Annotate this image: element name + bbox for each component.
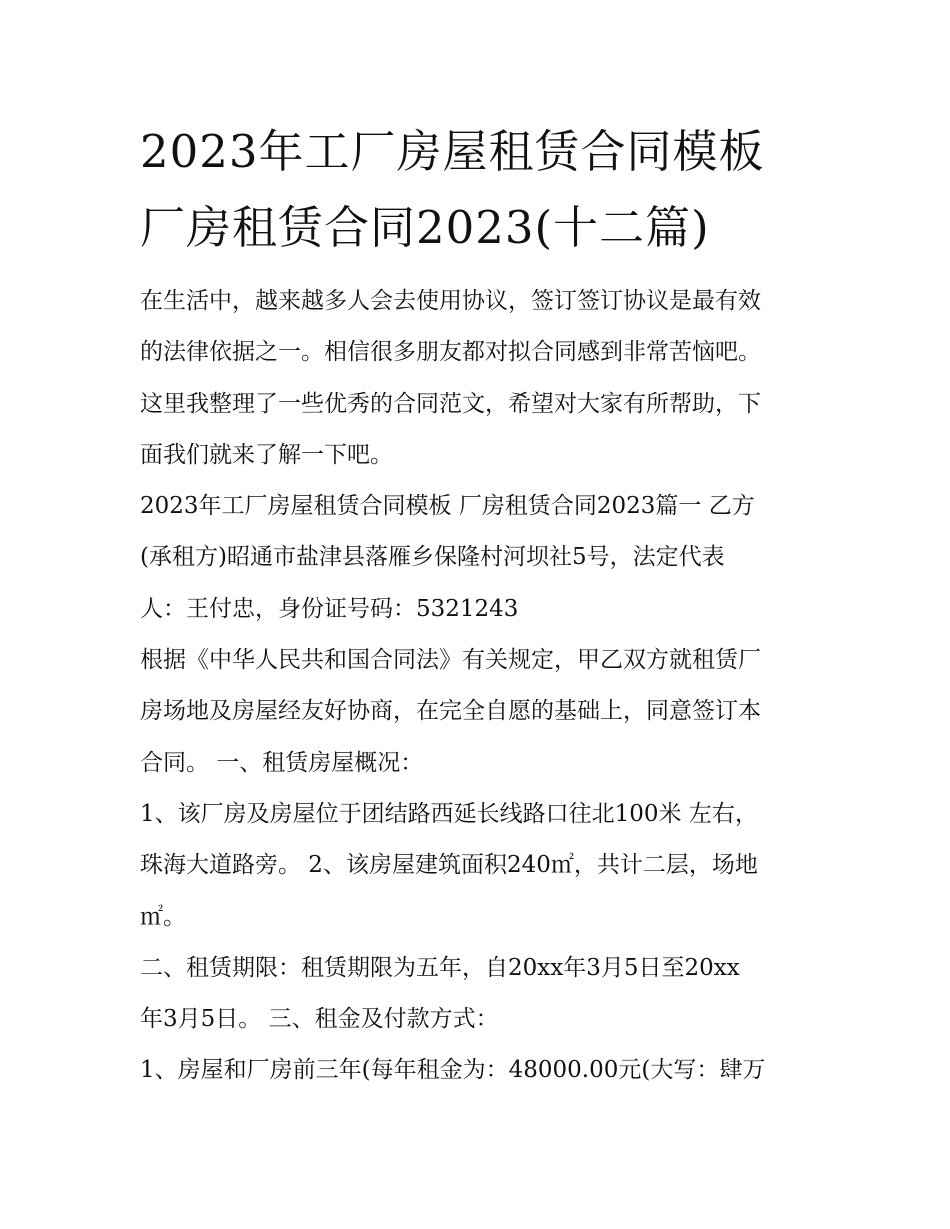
paragraph-agreement: 根据《中华人民共和国合同法》有关规定，甲乙双方就租赁厂 房场地及房屋经友好协商，在完全自愿的基础上，同意签订本 合同。 一、租赁房屋概况： — [140, 647, 761, 776]
paragraph-rent: 1、房屋和厂房前三年(每年租金为：48000.00元(大写：肆万 — [140, 1057, 766, 1084]
paragraph-parties: 2023年工厂房屋租赁合同模板 厂房租赁合同2023篇一 乙方 (承租方)昭通市盐津县落雁乡保隆村河坝社5号，法定代表 人：王付忠，身份证号码：5321243 — [140, 493, 755, 622]
paragraph-property: 1、该厂房及房屋位于团结路西延长线路口往北100米 左右， 珠海大道路旁。 2、该房屋建筑面积240㎡，共计二层，场地 ㎡。 — [140, 800, 758, 930]
paragraph-term: 二、租赁期限：租赁期限为五年，自20xx年3月5日至20xx 年3月5日。 三、租金及付款方式： — [140, 954, 740, 1033]
paragraph-intro: 在生活中，越来越多人会去使用协议，签订签订协议是最有效 的法律依据之一。相信很多朋友都对拟合同感到非常苦恼吧。 这里我整理了一些优秀的合同范文，希望对大家有所帮助，下 面我们就来了解一下吧。 — [140, 288, 761, 468]
document-title: 2023年工厂房屋租赁合同模板 厂房租赁合同2023(十二篇) — [140, 125, 765, 254]
document-body — [140, 276, 815, 1097]
